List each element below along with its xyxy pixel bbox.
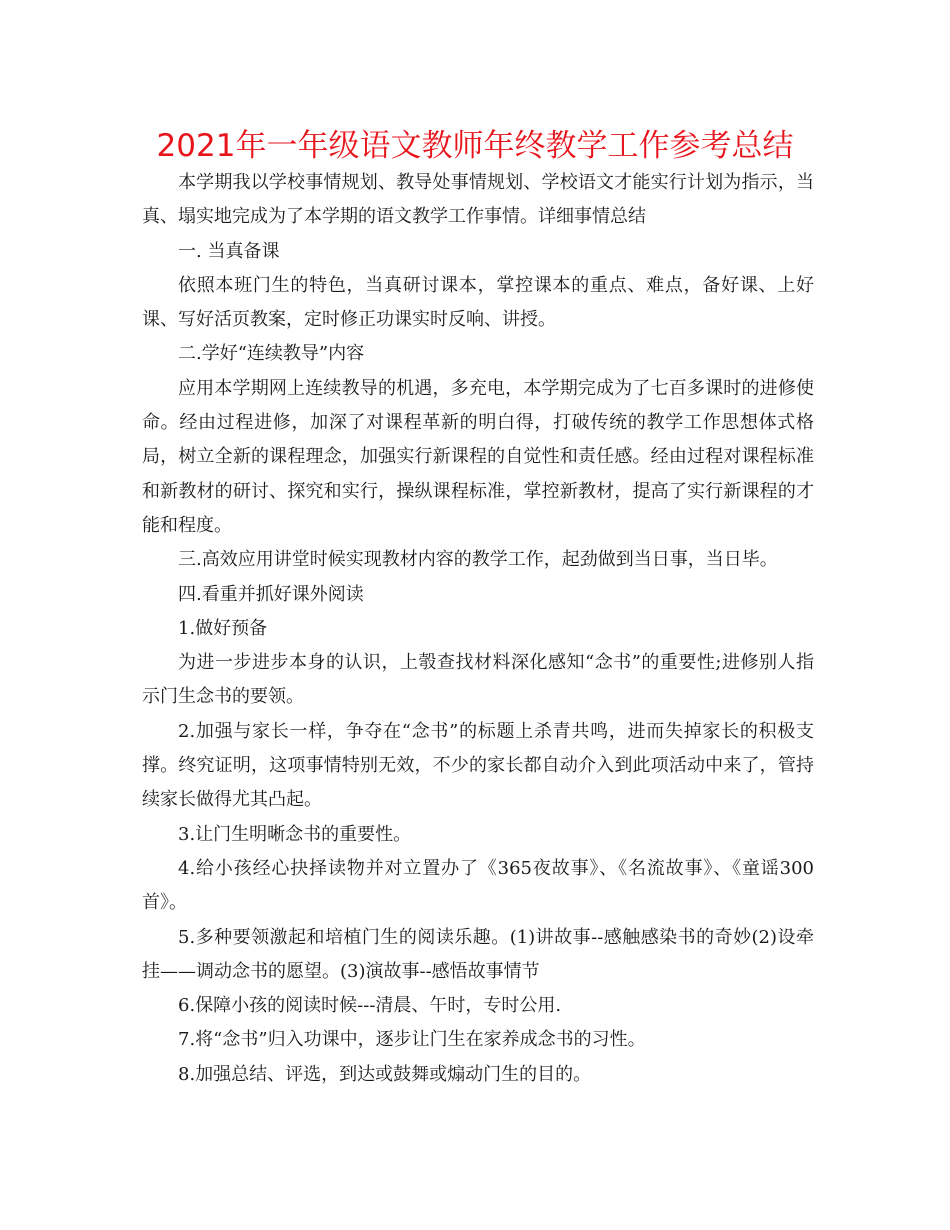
- list-item-6: 6.保障小孩的阅读时候---清晨、午时，专时公用.: [178, 995, 562, 1017]
- paragraph-intro: 本学期我以学校事情规划、教导处事情规划、学校语文才能实行计划为指示，当真、塌实地完成为了本学期的语文教学工作事情。详细事情总结: [142, 172, 814, 228]
- paragraph-1: 依照本班门生的特色，当真研讨课本，掌控课本的重点、难点，备好课、上好课、写好活页教案，定时修正功课实时反响、讲授。: [142, 274, 814, 331]
- list-item-1: 1.做好预备: [178, 617, 268, 639]
- section-heading-4: 四.看重并抓好课外阅读: [178, 583, 364, 605]
- document-body: [142, 166, 814, 1092]
- section-heading-2: 二.学好“连续教导”内容: [178, 343, 365, 365]
- paragraph-3: 为进一步进步本身的认识，上彀查找材料深化感知“念书”的重要性;进修别人指示门生念书的要领。: [142, 652, 814, 708]
- list-item-7: 7.将“念书”归入功课中，逐步让门生在家养成念书的习性。: [178, 1029, 646, 1051]
- list-item-3: 3.让门生明晰念书的重要性。: [178, 823, 412, 845]
- list-item-2: 2.加强与家长一样，争夺在“念书”的标题上杀青共鸣，进而失掉家长的积极支撑。终究证明，这项事情特别无效，不少的家长都自动介入到此项活动中来了，管持续家长做得尤其凸起。: [142, 720, 814, 811]
- section-heading-1: 一. 当真备课: [178, 240, 280, 262]
- paragraph-2: 应用本学期网上连续教导的机遇，多充电，本学期完成为了七百多课时的进修使命。经由过程进修，加深了对课程革新的明白得，打破传统的教学工作思想体式格局，树立全新的课程理念，加强实行新课程的自觉性和责任感。经由过程对课程标准和新教材的研讨、探究和实行，操纵课程标准，掌控新教材，提高了实行新课程的才能和程度。: [142, 377, 814, 536]
- list-item-5: 5.多种要领激起和培植门生的阅读乐趣。(1)讲故事--感触感染书的奇妙(2)设牵挂——调动念书的愿望。(3)演故事--感悟故事情节: [142, 926, 814, 982]
- list-item-8: 8.加强总结、评选，到达或鼓舞或煽动门生的目的。: [178, 1063, 592, 1085]
- section-heading-3: 三.高效应用讲堂时候实现教材内容的教学工作，起劲做到当日事，当日毕。: [178, 549, 778, 571]
- list-item-4: 4.给小孩经心抉择读物并对立置办了《365夜故事》、《名流故事》、《童谣300首》。: [142, 857, 814, 914]
- page-title: 2021年一年级语文教师年终教学工作参考总结: [156, 128, 794, 164]
